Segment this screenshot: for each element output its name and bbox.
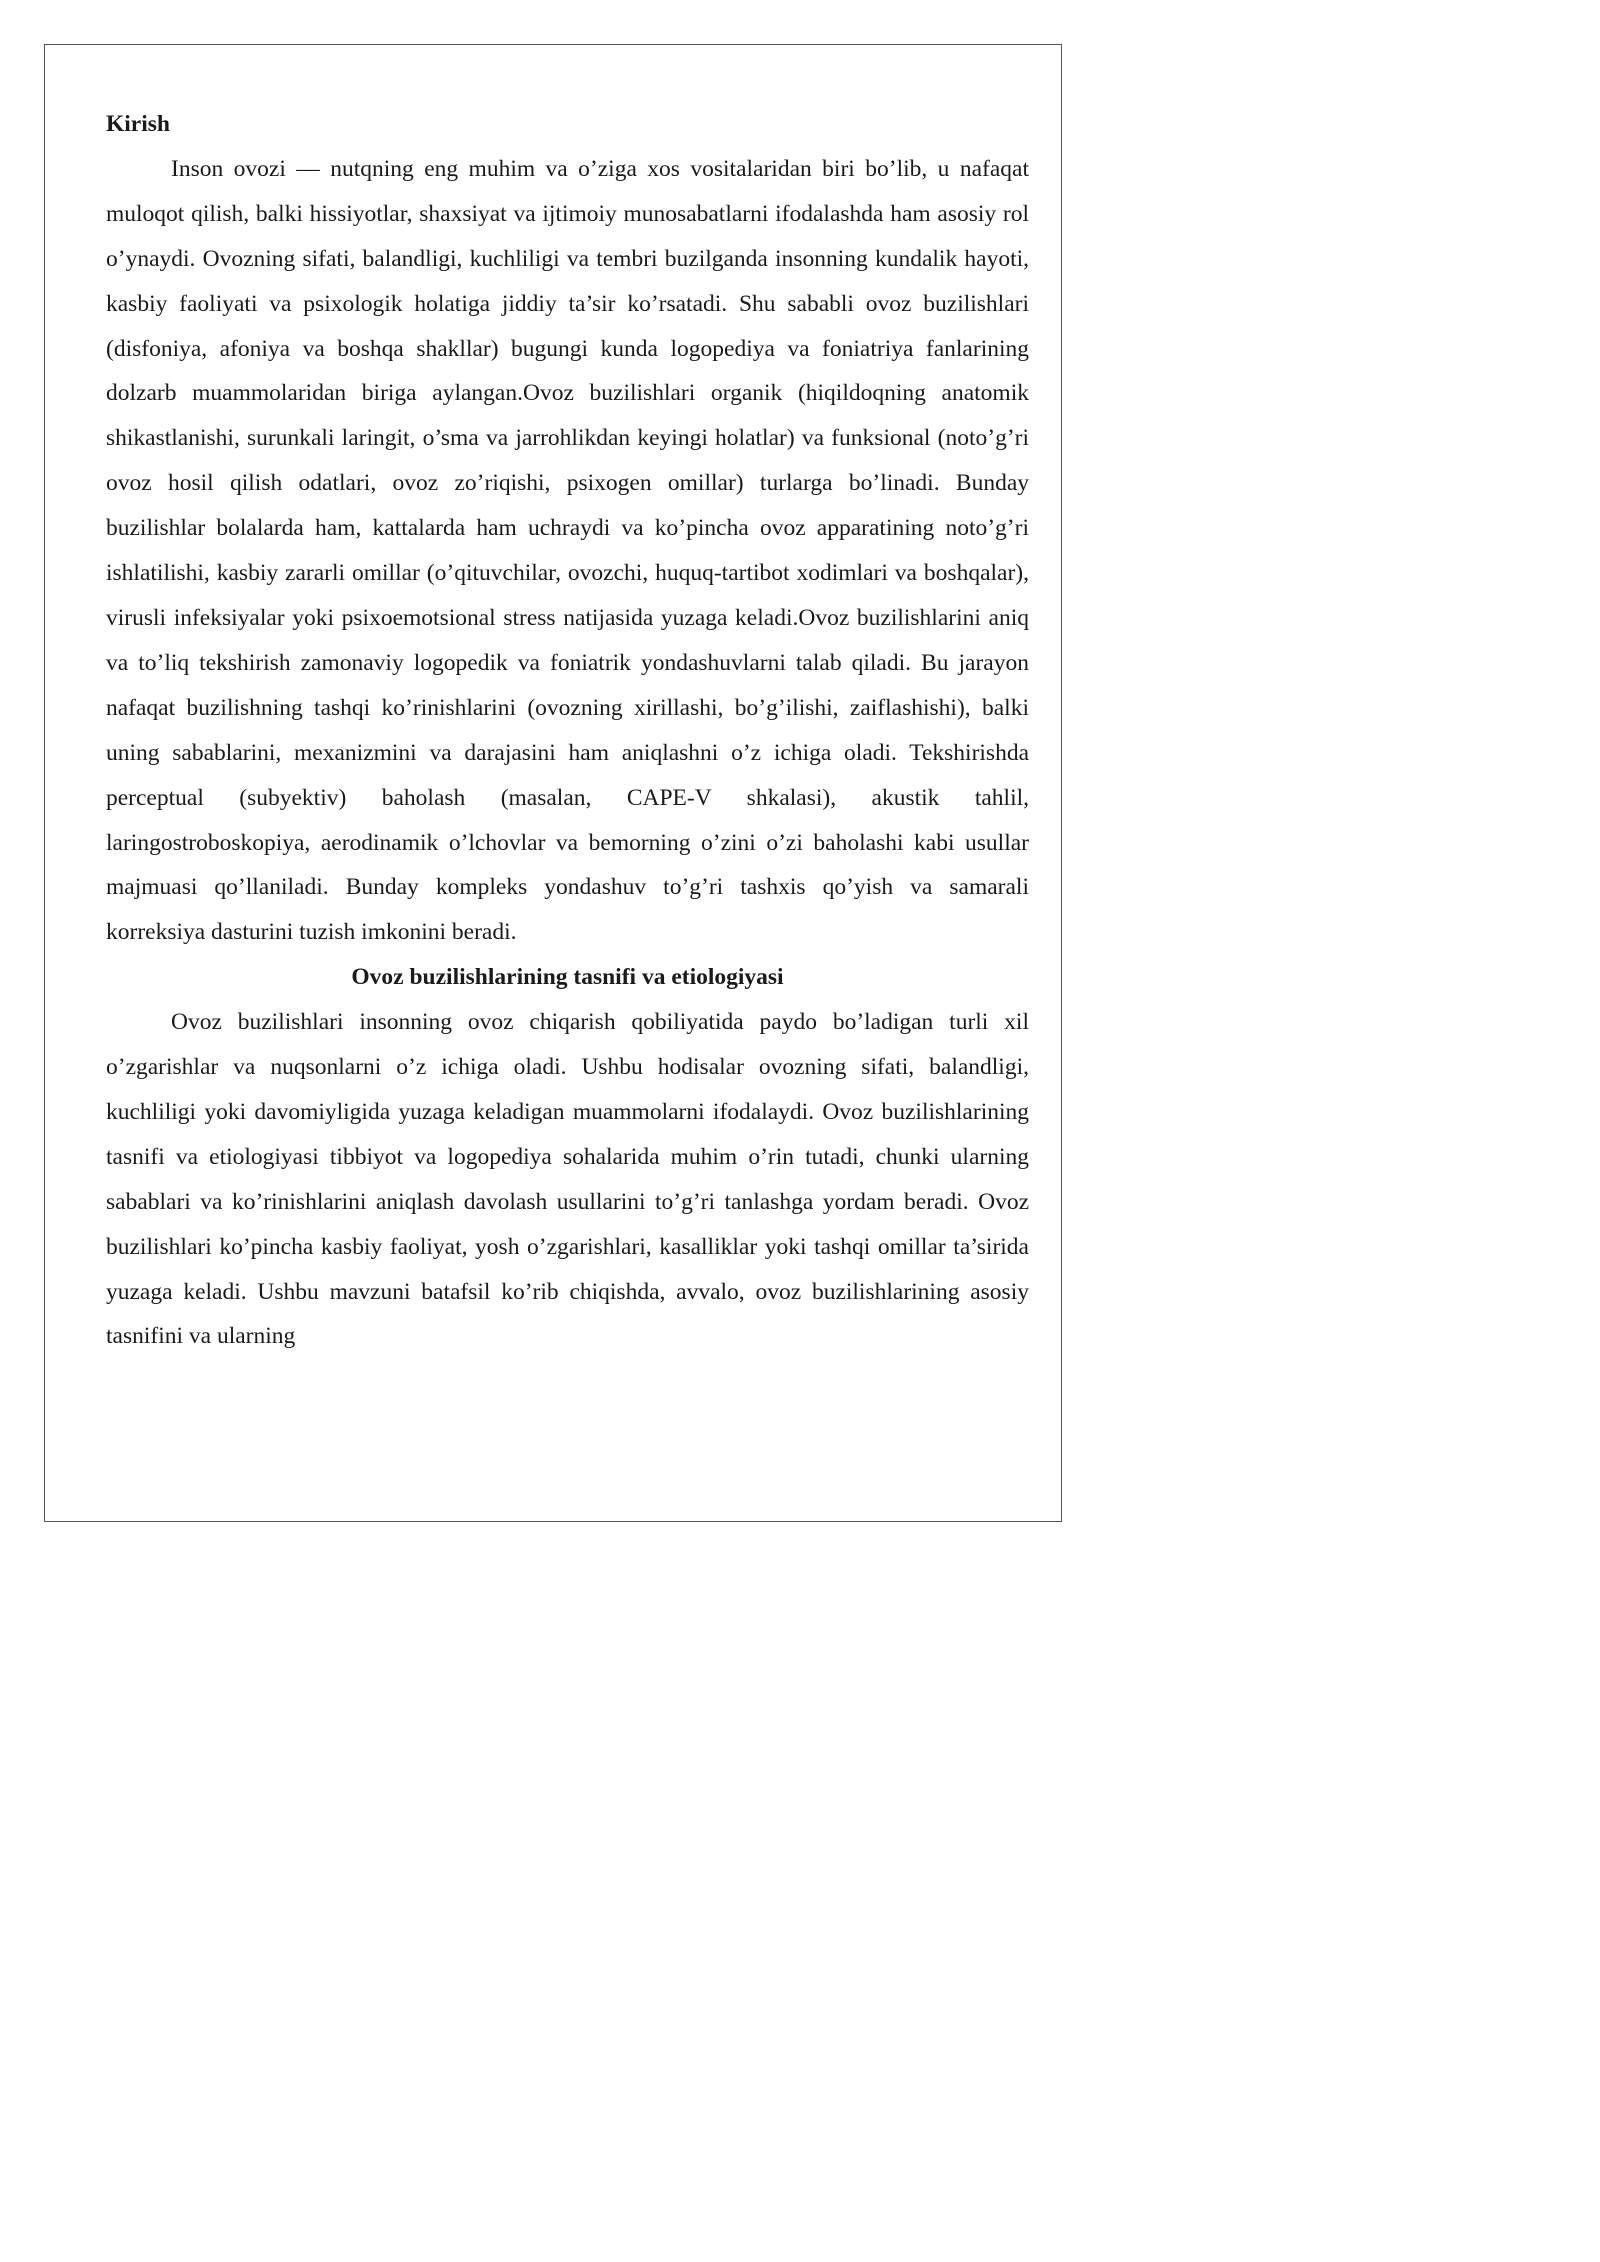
intro-heading: Kirish bbox=[106, 111, 170, 137]
document-body bbox=[106, 102, 1029, 1359]
section-paragraph: Ovoz buzilishlari insonning ovoz chiqarish qobiliyatida paydo bo’ladigan turli xil o’zgarishlar va nuqsonlarni o’z ichiga oladi. Ushbu hodisalar ovozning sifati, balandligi, kuchliligi yoki davomiyligida yuzaga keladigan muammolarni ifodalaydi. Ovoz buzilishlarining tasnifi va etiologiyasi tibbiyot va logopediya sohalarida muhim o’rin tutadi, chunki ularning sabablari va ko’rinishlarini aniqlash davolash usullarini to’g’ri tanlashga yordam beradi. Ovoz buzilishlari ko’pincha kasbiy faoliyat, yosh o’zgarishlari, kasalliklar yoki tashqi omillar ta’sirida yuzaga keladi. Ushbu mavzuni batafsil ko’rib chiqishda, avvalo, ovoz buzilishlarining asosiy tasnifini va ularning bbox=[106, 1009, 1029, 1350]
section-heading: Ovoz buzilishlarining tasnifi va etiologiyasi bbox=[351, 964, 784, 991]
intro-paragraph: Inson ovozi — nutqning eng muhim va o’ziga xos vositalaridan biri bo’lib, u nafaqat muloqot qilish, balki hissiyotlar, shaxsiyat va ijtimoiy munosabatlarni ifodalashda ham asosiy rol o’ynaydi. Ovozning sifati, balandligi, kuchliligi va tembri buzilganda insonning kundalik hayoti, kasbiy faoliyati va psixologik holatiga jiddiy ta’sir ko’rsatadi. Shu sababli ovoz buzilishlari (disfoniya, afoniya va boshqa shakllar) bugungi kunda logopediya va foniatriya fanlarining dolzarb muammolaridan biriga aylangan.Ovoz buzilishlari organik (hiqildoqning anatomik shikastlanishi, surunkali laringit, o’sma va jarrohlikdan keyingi holatlar) va funksional (noto’g’ri ovoz hosil qilish odatlari, ovoz zo’riqishi, psixogen omillar) turlarga bo’linadi. Bunday buzilishlar bolalarda ham, kattalarda ham uchraydi va ko’pincha ovoz apparatining noto’g’ri ishlatilishi, kasbiy zararli omillar (o’qituvchilar, ovozchi, huquq-tartibot xodimlari va boshqalar), virusli infeksiyalar yoki psixoemotsional stress natijasida yuzaga keladi.Ovoz buzilishlarini aniq va to’liq tekshirish zamonaviy logopedik va foniatrik yondashuvlarni talab qiladi. Bu jarayon nafaqat buzilishning tashqi ko’rinishlarini (ovozning xirillashi, bo’g’ilishi, zaiflashishi), balki uning sabablarini, mexanizmini va darajasini ham aniqlashni o’z ichiga oladi. Tekshirishda perceptual (subyektiv) baholash (masalan, CAPE-V shkalasi), akustik tahlil, laringostroboskopiya, aerodinamik o’lchovlar va bemorning o’zini o’zi baholashi kabi usullar majmuasi qo’llaniladi. Bunday kompleks yondashuv to’g’ri tashxis qo’yish va samarali korreksiya dasturini tuzish imkonini beradi. bbox=[106, 155, 1029, 946]
